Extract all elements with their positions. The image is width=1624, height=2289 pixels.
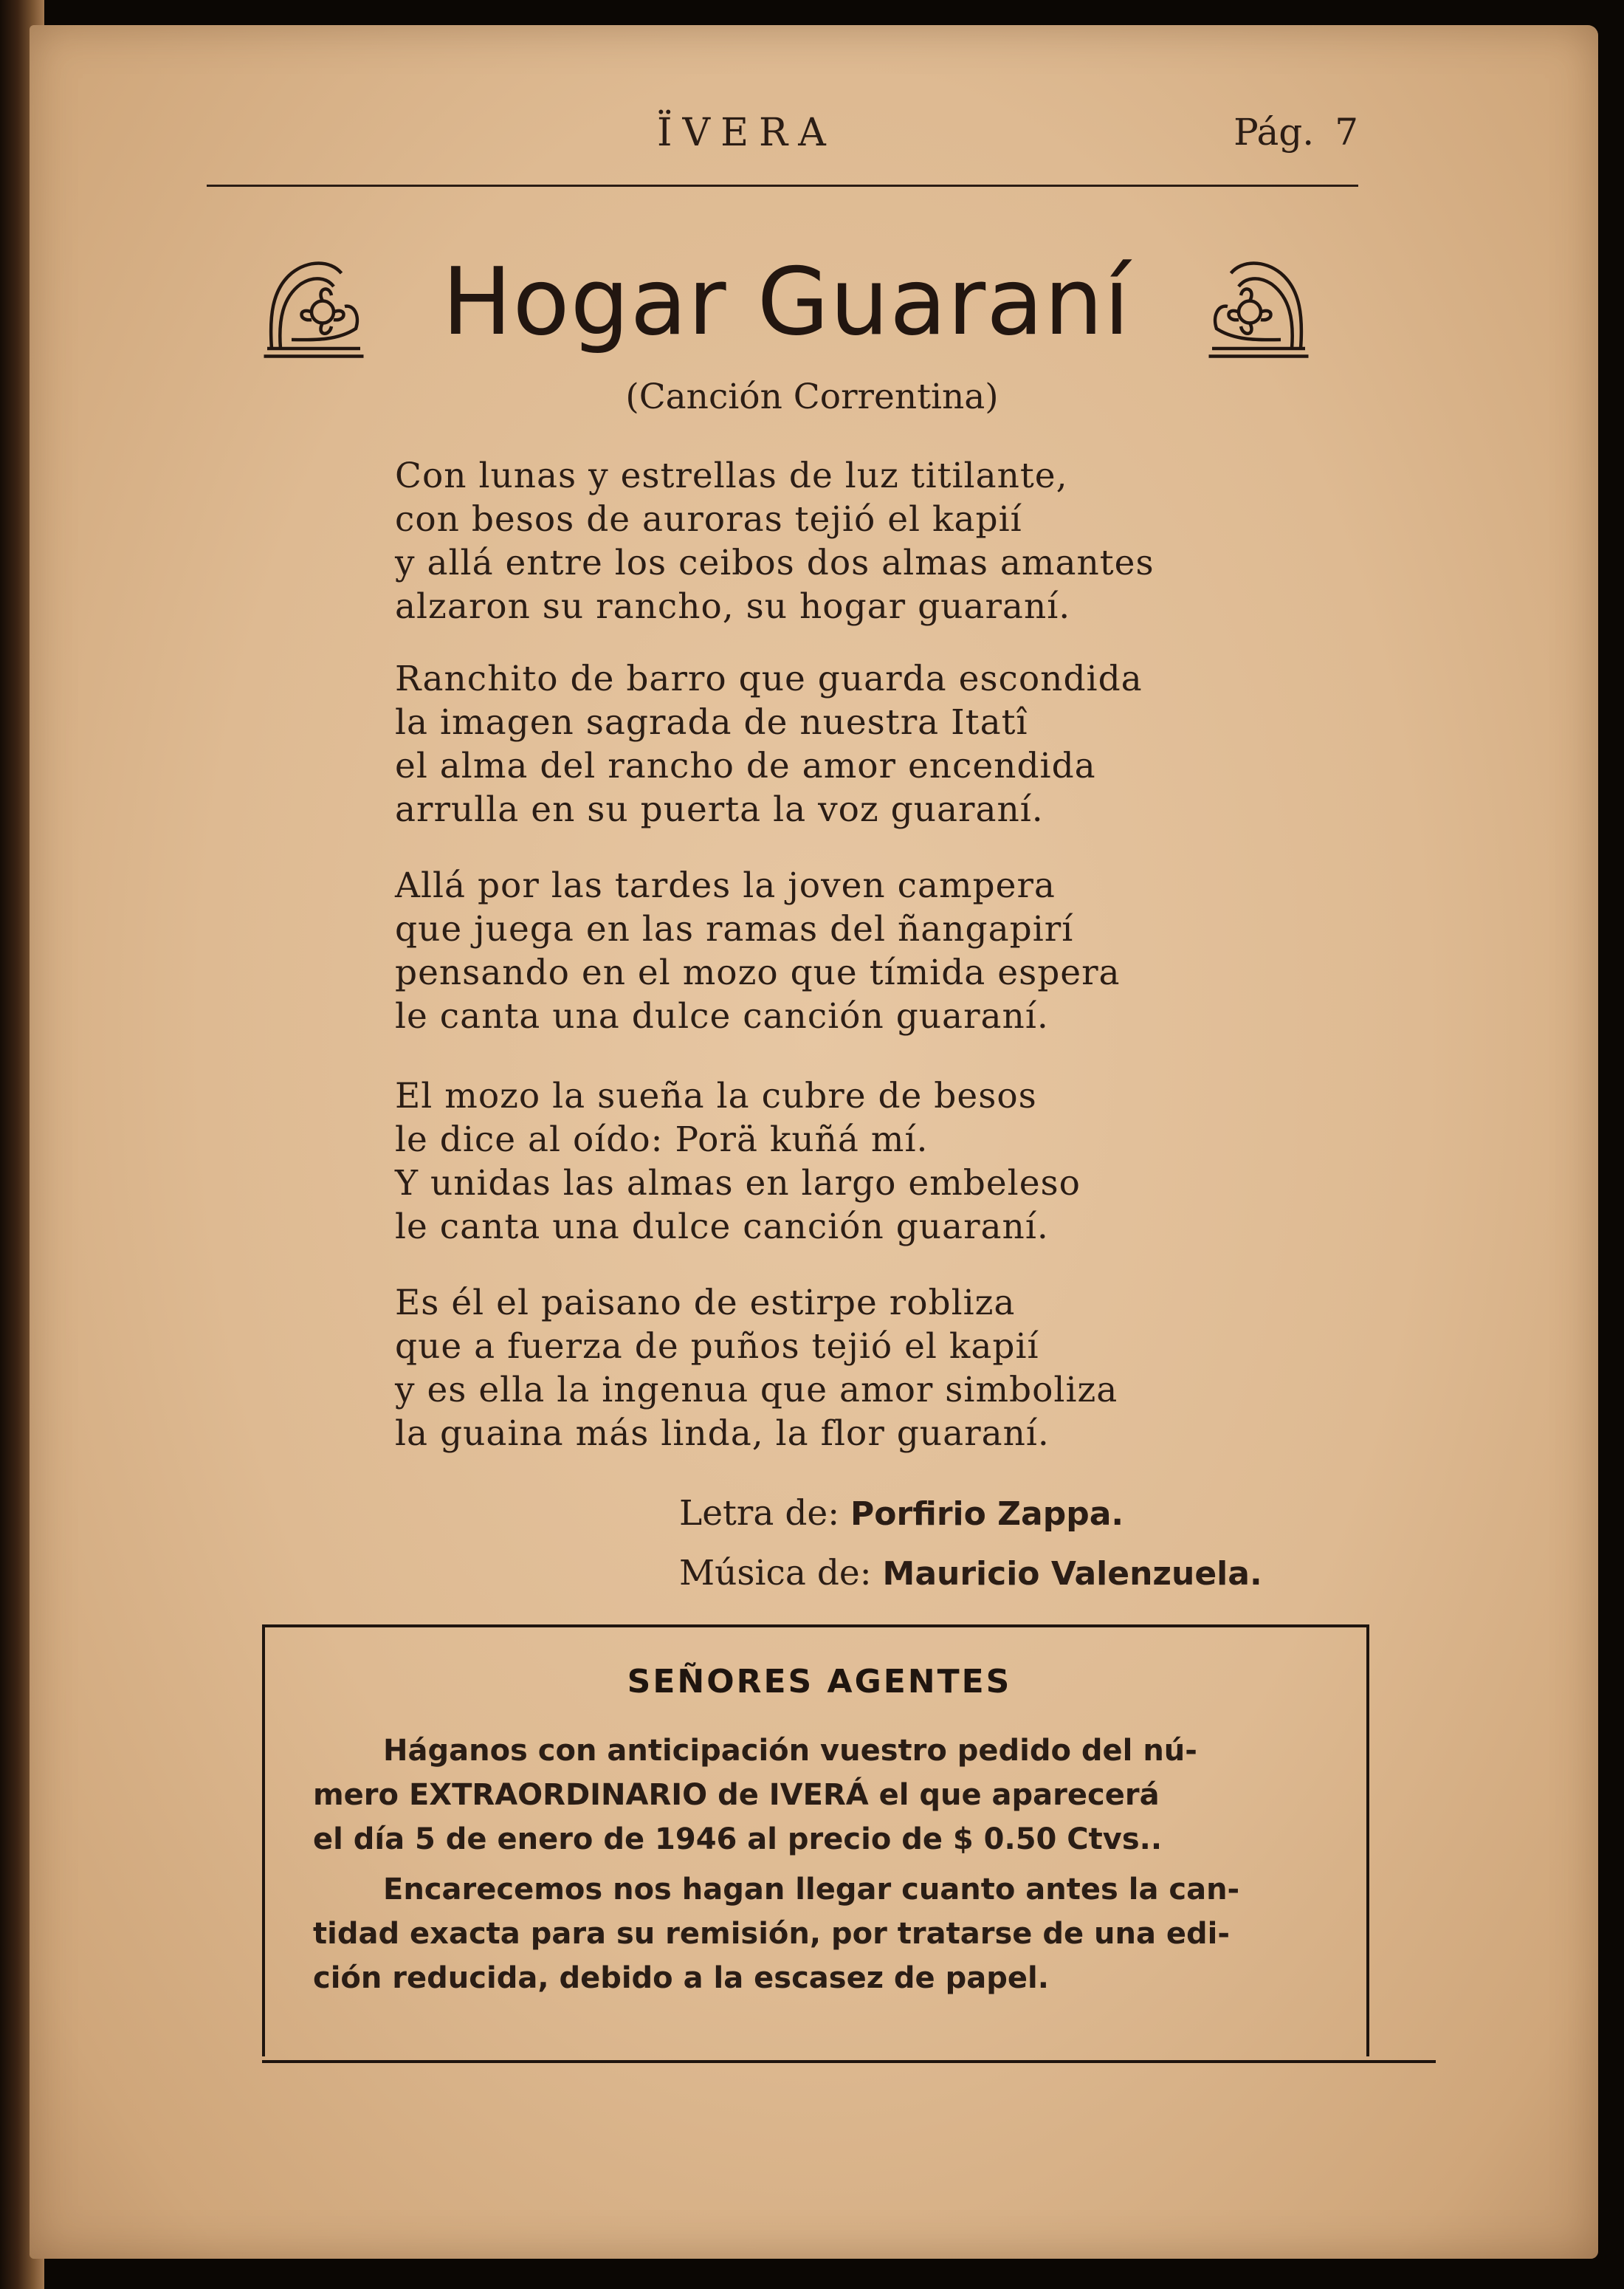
- song-title: Hogar Guaraní: [441, 247, 1131, 356]
- music-author: Mauricio Valenzuela.: [882, 1555, 1262, 1593]
- verse-line: Y unidas las almas en largo embeleso: [395, 1163, 1081, 1204]
- stanza-1: [395, 454, 1281, 628]
- music-credit: [679, 1544, 1262, 1604]
- notice-line: mero EXTRAORDINARIO de IVERÁ el que aparecerá: [313, 1778, 1160, 1812]
- verse-line: le dice al oído: Porä kuñá mí.: [395, 1119, 929, 1160]
- verse-line: y es ella la ingenua que amor simboliza: [395, 1370, 1118, 1410]
- lyrics-author: Porfirio Zappa.: [850, 1495, 1124, 1533]
- stanza-4: [395, 1074, 1281, 1249]
- page-number: 7: [1335, 111, 1358, 154]
- stanza-3: [395, 864, 1281, 1038]
- notice-paragraph-1: [313, 1729, 1326, 1861]
- notice-line: el día 5 de enero de 1946 al precio de $ 0.50 Ctvs..: [313, 1822, 1163, 1856]
- song-credits: [679, 1484, 1262, 1604]
- verse-line: la imagen sagrada de nuestra Itatî: [395, 702, 1028, 743]
- page-header: [207, 96, 1358, 187]
- verse-line: alzaron su rancho, su hogar guaraní.: [395, 586, 1071, 627]
- verse-line: Allá por las tardes la joven campera: [395, 865, 1056, 906]
- notice-line: Encarecemos nos hagan llegar cuanto antes la can-: [383, 1873, 1240, 1907]
- stanza-5: [395, 1281, 1281, 1455]
- magazine-name: ÏVERA: [657, 111, 836, 155]
- notice-line: Háganos con anticipación vuestro pedido del nú-: [383, 1734, 1197, 1768]
- music-label: Música de:: [679, 1553, 872, 1593]
- verse-line: la guaina más linda, la flor guaraní.: [395, 1413, 1050, 1454]
- title-row: [258, 244, 1314, 377]
- verse-line: y allá entre los ceibos dos almas amantes: [395, 543, 1155, 583]
- verse-line: Es él el paisano de estirpe robliza: [395, 1283, 1016, 1323]
- song-subtitle: (Canción Correntina): [625, 377, 999, 417]
- verse-line: Con lunas y estrellas de luz titilante,: [395, 456, 1068, 496]
- verse-line: el alma del rancho de amor encendida: [395, 746, 1096, 786]
- floral-ornament-icon: [258, 251, 369, 362]
- notice-line: tidad exacta para su remisión, por tratarse de una edi-: [313, 1917, 1230, 1951]
- stanza-2: [395, 657, 1281, 831]
- notice-paragraph-2: [313, 1867, 1326, 2000]
- verse-line: pensando en el mozo que tímida espera: [395, 953, 1121, 993]
- lyrics-credit: [679, 1484, 1262, 1544]
- notice-box-bottom-rule: [262, 2060, 1436, 2063]
- notice-title: SEÑORES AGENTES: [627, 1663, 1012, 1701]
- floral-ornament-icon: [1203, 251, 1314, 362]
- verse-line: con besos de auroras tejió el kapií: [395, 499, 1022, 540]
- verse-line: Ranchito de barro que guarda escondida: [395, 659, 1143, 699]
- verse-line: le canta una dulce canción guaraní.: [395, 996, 1049, 1037]
- notice-line: ción reducida, debido a la escasez de papel.: [313, 1961, 1049, 1995]
- agents-notice-box: [262, 1624, 1369, 2056]
- lyrics-label: Letra de:: [679, 1493, 840, 1534]
- verse-line: que juega en las ramas del ñangapirí: [395, 909, 1074, 950]
- page-number-label: [1213, 111, 1358, 154]
- verse-line: arrulla en su puerta la voz guaraní.: [395, 789, 1044, 830]
- verse-line: El mozo la sueña la cubre de besos: [395, 1076, 1037, 1116]
- page-label-text: Pág.: [1234, 111, 1315, 154]
- verse-line: que a fuerza de puños tejió el kapií: [395, 1326, 1039, 1367]
- verse-line: le canta una dulce canción guaraní.: [395, 1207, 1049, 1247]
